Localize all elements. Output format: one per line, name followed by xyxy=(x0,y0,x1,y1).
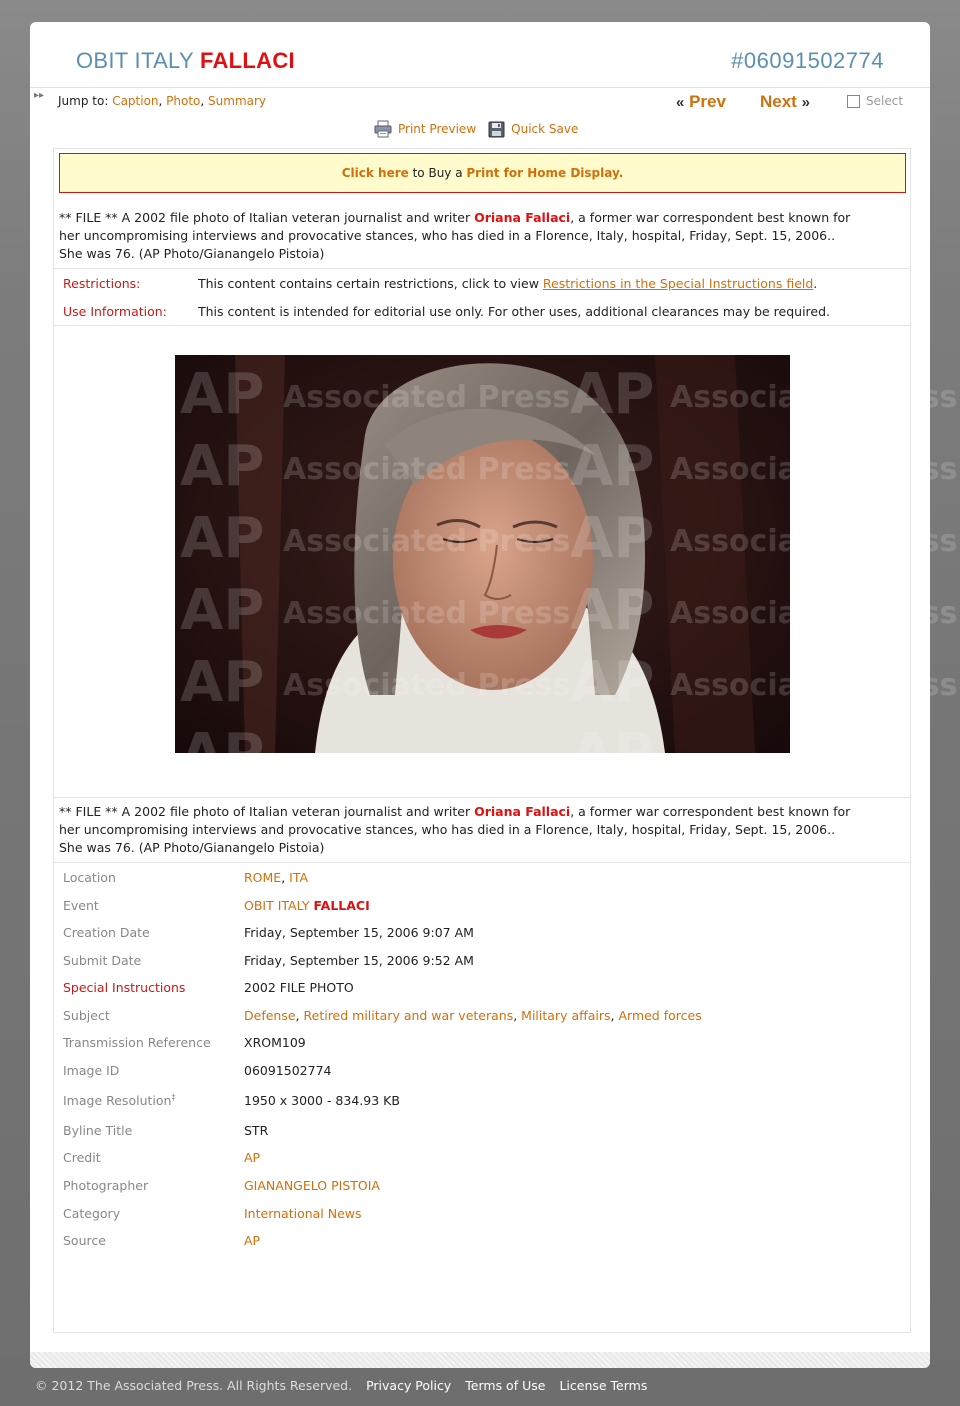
floppy-disk-icon xyxy=(488,121,505,138)
title-highlight: FALLACI xyxy=(199,48,295,73)
quick-save-button[interactable] xyxy=(488,121,578,138)
panel-bottom-edge xyxy=(30,1352,930,1368)
svg-text:AP: AP xyxy=(570,650,655,715)
divider xyxy=(54,797,910,798)
jump-summary-link[interactable]: Summary xyxy=(208,94,267,108)
caption-name: Oriana Fallaci xyxy=(474,804,571,819)
subject-link[interactable]: Defense xyxy=(244,1008,296,1023)
next-label: Next xyxy=(760,92,797,111)
svg-text:AP: AP xyxy=(570,506,655,571)
terms-of-use-link[interactable]: Terms of Use xyxy=(465,1378,546,1393)
caption-line2: her uncompromising interviews and provocative stances, who has died in a Florence, Italy, hospital, Friday, Sept. 15, 2006.. xyxy=(59,228,836,243)
image-resolution-value: 1950 x 3000 - 834.93 KB xyxy=(244,1093,400,1108)
svg-text:AP: AP xyxy=(570,434,655,499)
photo-image xyxy=(175,355,958,787)
svg-text:AP: AP xyxy=(570,578,655,643)
image-number: #06091502774 xyxy=(731,48,884,73)
svg-text:Associated Press: Associated Press xyxy=(670,452,958,487)
location-country-link[interactable]: ITA xyxy=(289,870,309,885)
creation-date-value: Friday, September 15, 2006 9:07 AM xyxy=(244,925,474,940)
svg-text:Associated Press: Associated Press xyxy=(670,596,958,631)
submit-date-label: Submit Date xyxy=(63,953,142,968)
double-left-arrow-icon: « xyxy=(676,94,685,111)
caption-line3: She was 76. (AP Photo/Gianangelo Pistoia) xyxy=(59,840,325,855)
subject-link[interactable]: Retired military and war veterans xyxy=(303,1008,514,1023)
credit-value xyxy=(244,1150,260,1165)
credit-link[interactable]: AP xyxy=(244,1150,261,1165)
page-title xyxy=(76,48,295,74)
caption-top xyxy=(59,209,909,263)
photographer-value xyxy=(244,1178,380,1193)
photographer-link[interactable]: GIANANGELO PISTOIA xyxy=(244,1178,380,1193)
event-value[interactable] xyxy=(244,898,370,913)
use-information-label: Use Information: xyxy=(63,304,167,319)
location-value: ROME, ITA xyxy=(244,870,309,885)
svg-text:Associated Press: Associated Press xyxy=(283,380,571,415)
caption-part2: , a former war correspondent best known for xyxy=(570,210,851,225)
location-label: Location xyxy=(63,870,116,885)
svg-text:AP: AP xyxy=(180,722,265,787)
caption-part1: ** FILE ** A 2002 file photo of Italian veteran journalist and writer xyxy=(59,210,471,225)
subject-link[interactable]: Military affairs xyxy=(521,1008,611,1023)
caption-name: Oriana Fallaci xyxy=(474,210,571,225)
restrictions-label: Restrictions: xyxy=(63,276,141,291)
transmission-reference-label: Transmission Reference xyxy=(63,1035,211,1050)
special-instructions-value: 2002 FILE PHOTO xyxy=(244,980,354,995)
buy-print-banner xyxy=(59,153,906,193)
svg-text:AP: AP xyxy=(180,578,265,643)
jump-caption-link[interactable]: Caption xyxy=(112,94,159,108)
next-button[interactable] xyxy=(760,92,810,112)
creation-date-label: Creation Date xyxy=(63,925,150,940)
source-value xyxy=(244,1233,260,1248)
svg-text:AP: AP xyxy=(180,650,265,715)
action-bar xyxy=(374,120,590,138)
event-prefix: OBIT ITALY xyxy=(244,898,310,913)
jump-photo-link[interactable]: Photo xyxy=(166,94,201,108)
divider xyxy=(54,268,910,269)
caption-part2: , a former war correspondent best known for xyxy=(570,804,851,819)
event-highlight: FALLACI xyxy=(313,898,370,913)
subject-link[interactable]: Armed forces xyxy=(618,1008,702,1023)
buy-product-link[interactable]: Print for Home Display. xyxy=(466,166,624,180)
divider xyxy=(54,862,910,863)
buy-click-here-link[interactable]: Click here xyxy=(341,166,409,180)
select-checkbox[interactable] xyxy=(847,95,860,108)
svg-text:AP: AP xyxy=(180,434,265,499)
svg-text:Associated Press: Associated Press xyxy=(283,524,571,559)
source-label: Source xyxy=(63,1233,106,1248)
buy-middle-text: to Buy a xyxy=(412,166,463,180)
source-link[interactable]: AP xyxy=(244,1233,261,1248)
subject-value: Defense, Retired military and war veterans, Military affairs, Armed forces xyxy=(244,1008,702,1023)
special-instructions-label: Special Instructions xyxy=(63,980,186,995)
prev-button[interactable] xyxy=(676,92,726,112)
caption-part1: ** FILE ** A 2002 file photo of Italian veteran journalist and writer xyxy=(59,804,471,819)
byline-title-value: STR xyxy=(244,1123,269,1138)
svg-text:Associated Press: Associated Press xyxy=(283,596,571,631)
double-dagger-icon: ‡ xyxy=(171,1093,176,1102)
select-label: Select xyxy=(866,94,904,108)
privacy-policy-link[interactable]: Privacy Policy xyxy=(366,1378,452,1393)
copyright-text: © 2012 The Associated Press. All Rights Reserved. xyxy=(35,1378,353,1393)
svg-text:AP: AP xyxy=(180,506,265,571)
print-preview-label: Print Preview xyxy=(398,122,477,136)
caption-line2: her uncompromising interviews and provocative stances, who has died in a Florence, Italy, hospital, Friday, Sept. 15, 2006.. xyxy=(59,822,836,837)
location-city-link[interactable]: ROME xyxy=(244,870,282,885)
photographer-label: Photographer xyxy=(63,1178,149,1193)
title-prefix: OBIT ITALY xyxy=(76,48,194,73)
license-terms-link[interactable]: License Terms xyxy=(559,1378,648,1393)
main-photo[interactable] xyxy=(175,355,958,787)
restrictions-link[interactable]: Restrictions in the Special Instructions field xyxy=(542,276,814,291)
svg-text:Associated Press: Associated Press xyxy=(670,668,958,703)
double-right-arrow-icon: » xyxy=(801,94,810,111)
category-link[interactable]: International News xyxy=(244,1206,362,1221)
collapse-arrows-icon[interactable]: ▸▸ xyxy=(34,90,45,101)
jump-label: Jump to: xyxy=(58,94,109,108)
image-resolution-label-text: Image Resolution xyxy=(63,1093,172,1109)
restrictions-text-body: This content contains certain restrictions, click to view xyxy=(198,276,539,291)
svg-text:AP: AP xyxy=(570,722,655,787)
quick-save-label: Quick Save xyxy=(511,122,579,136)
jump-to-nav: Jump to: Caption, Photo, Summary xyxy=(58,94,267,108)
page-footer xyxy=(35,1378,661,1393)
svg-text:AP: AP xyxy=(180,362,265,427)
svg-text:Associated Press: Associated Press xyxy=(283,452,571,487)
divider xyxy=(54,325,910,326)
svg-text:Associated Press: Associated Press xyxy=(670,380,958,415)
select-toggle[interactable] xyxy=(847,94,903,108)
printer-icon xyxy=(374,120,392,138)
category-value xyxy=(244,1206,362,1221)
caption-bottom xyxy=(59,803,909,857)
image-id-label: Image ID xyxy=(63,1063,120,1078)
use-information-text: This content is intended for editorial use only. For other uses, additional clearances may be required. xyxy=(198,304,831,319)
restrictions-text: This content contains certain restrictions, click to view Restrictions in the Special Instructions field. xyxy=(198,276,818,291)
print-preview-button[interactable] xyxy=(374,120,476,138)
svg-text:AP: AP xyxy=(570,362,655,427)
prev-label: Prev xyxy=(689,92,726,111)
subject-label: Subject xyxy=(63,1008,110,1023)
submit-date-value: Friday, September 15, 2006 9:52 AM xyxy=(244,953,474,968)
image-resolution-label xyxy=(63,1093,175,1108)
byline-title-label: Byline Title xyxy=(63,1123,133,1138)
credit-label: Credit xyxy=(63,1150,101,1165)
image-id-value: 06091502774 xyxy=(244,1063,332,1078)
svg-text:Associated Press: Associated Press xyxy=(670,524,958,559)
category-label: Category xyxy=(63,1206,121,1221)
caption-line3: She was 76. (AP Photo/Gianangelo Pistoia) xyxy=(59,246,325,261)
page-header xyxy=(30,22,930,88)
event-label: Event xyxy=(63,898,99,913)
transmission-reference-value: XROM109 xyxy=(244,1035,306,1050)
svg-text:Associated Press: Associated Press xyxy=(283,668,571,703)
